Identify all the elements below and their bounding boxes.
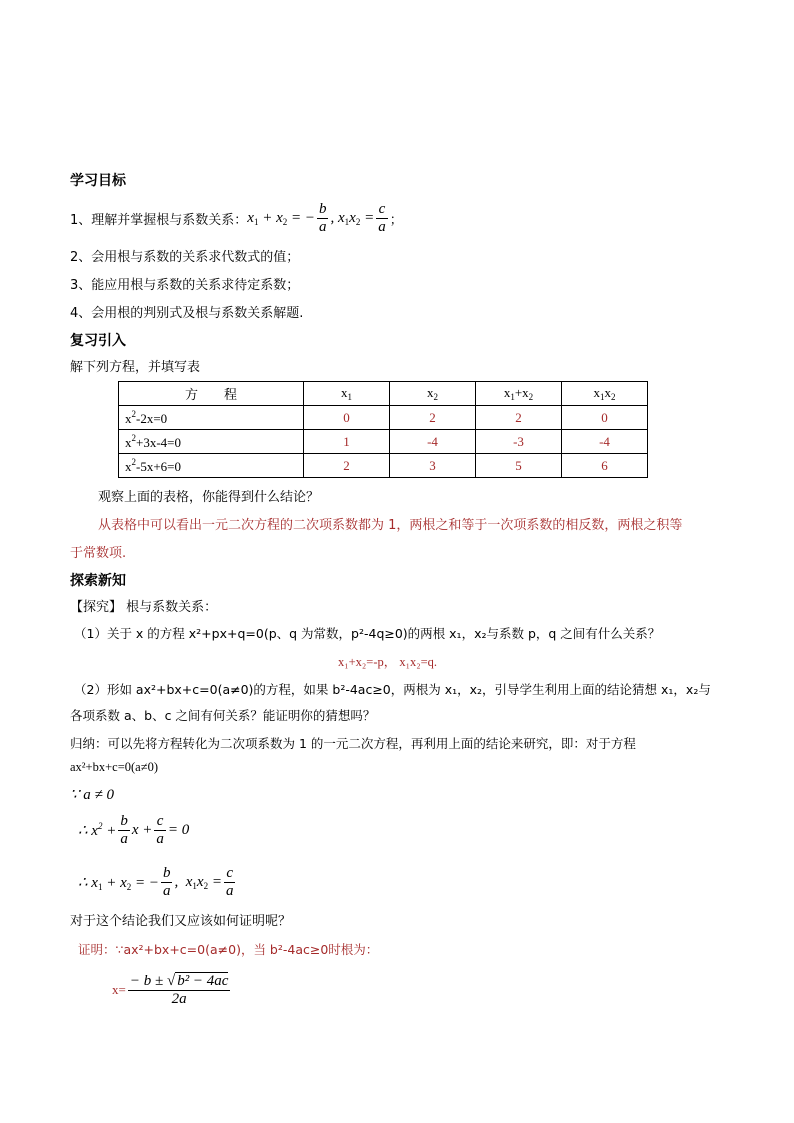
explore-label: 【探究】 根与系数关系： xyxy=(70,600,218,615)
root-fraction: $\frac{\text{− b ± √ b² − 4ac}}{2a}$ xyxy=(129,972,229,1007)
proof-statement: 证明：∵ax²+bx+c=0(a≠0)，当 b²-4ac≥0时根为： xyxy=(78,942,379,957)
goal-item-3: 3、能应用根与系数的关系求待定系数； xyxy=(70,278,300,293)
question-1-answer: x₁+x₂=-p， x₁x₂=q. xyxy=(338,655,437,669)
proof-step-because: ∵ a ≠ 0 xyxy=(70,787,115,803)
proof-step-normalized: ∴ $x^2$ + $\frac{b}{a}$ x + $\frac{c}{a}$ = 0 xyxy=(78,812,190,847)
summary-line2: ax²+bx+c=0(a≠0) xyxy=(70,760,158,774)
review-instruction: 解下列方程，并填写表 xyxy=(70,360,201,375)
row-equation: $x^2+3x-4=0$ xyxy=(119,430,304,454)
proof-step-conclusion: ∴ $x_1 + x_2$ = − $\frac{b}{a}$ , $x_1x_2$ = $\frac{c}{a}$ xyxy=(78,864,234,899)
root-denominator: 2a xyxy=(171,990,187,1007)
root-prefix: x= xyxy=(112,982,126,997)
explore-heading: 探索新知 xyxy=(70,573,126,589)
row-x2: 3 xyxy=(390,454,476,478)
row-product: 0 xyxy=(562,406,648,430)
header-x1: $x_1$ xyxy=(304,382,390,406)
table-row xyxy=(119,454,648,478)
goal-item-1-end: ； xyxy=(389,212,403,228)
row-x2: -4 xyxy=(390,430,476,454)
header-equation: 方 程 xyxy=(119,382,304,406)
goal-item-4: 4、会用根的判别式及根与系数关系解题. xyxy=(70,306,304,321)
row-x1: 2 xyxy=(304,454,390,478)
equation-table xyxy=(118,381,648,478)
row-equation: $x^2-2x=0$ xyxy=(119,406,304,430)
row-product: 6 xyxy=(562,454,648,478)
root-discriminant: b² − 4ac xyxy=(177,972,229,989)
quadratic-root-formula xyxy=(112,968,232,1012)
review-heading: 复习引入 xyxy=(70,333,126,349)
row-sum: -3 xyxy=(476,430,562,454)
row-sum: 2 xyxy=(476,406,562,430)
goal-item-1-text: 1、理解并掌握根与系数关系： xyxy=(70,212,248,228)
vieta-formula: $x_1 + x_2$ = − $\frac{b}{a}$ , $x_1x_2$ = $\frac{c}{a}$ xyxy=(247,200,386,235)
row-x1: 1 xyxy=(304,430,390,454)
root-numerator: − b ± xyxy=(129,972,167,989)
goal-item-1 xyxy=(70,198,403,238)
row-x1: 0 xyxy=(304,406,390,430)
goal-item-2: 2、会用根与系数的关系求代数式的值； xyxy=(70,250,300,265)
question-1: （1）关于 x 的方程 x²+px+q=0(p、q 为常数，p²-4q≥0)的两根 x₁，x₂与系数 p，q 之间有什么关系？ xyxy=(74,626,661,641)
row-product: -4 xyxy=(562,430,648,454)
summary-line1: 归纳：可以先将方程转化为二次项系数为 1 的一元二次方程，再利用上面的结论来研究，即：对于方程 xyxy=(70,736,636,751)
row-equation: $x^2-5x+6=0$ xyxy=(119,454,304,478)
question-2-line1: （2）形如 ax²+bx+c=0(a≠0)的方程，如果 b²-4ac≥0，两根为 x₁，x₂，引导学生利用上面的结论猜想 x₁，x₂与 xyxy=(74,682,711,697)
header-x2: $x_2$ xyxy=(390,382,476,406)
row-x2: 2 xyxy=(390,406,476,430)
goals-heading: 学习目标 xyxy=(70,173,126,189)
table-row xyxy=(119,406,648,430)
header-sum: $x_1+x_2$ xyxy=(476,382,562,406)
proof-question: 对于这个结论我们又应该如何证明呢？ xyxy=(70,914,292,929)
question-2-line2: 各项系数 a、b、c 之间有何关系？能证明你的猜想吗？ xyxy=(70,708,376,723)
table-header-row xyxy=(119,382,648,406)
review-answer-line1: 从表格中可以看出一元二次方程的二次项系数都为 1，两根之和等于一次项系数的相反数，两根之积等 xyxy=(98,518,683,533)
table-row xyxy=(119,430,648,454)
header-product: $x_1x_2$ xyxy=(562,382,648,406)
row-sum: 5 xyxy=(476,454,562,478)
review-answer-line2: 于常数项. xyxy=(70,546,127,561)
review-question: 观察上面的表格，你能得到什么结论？ xyxy=(98,490,320,505)
